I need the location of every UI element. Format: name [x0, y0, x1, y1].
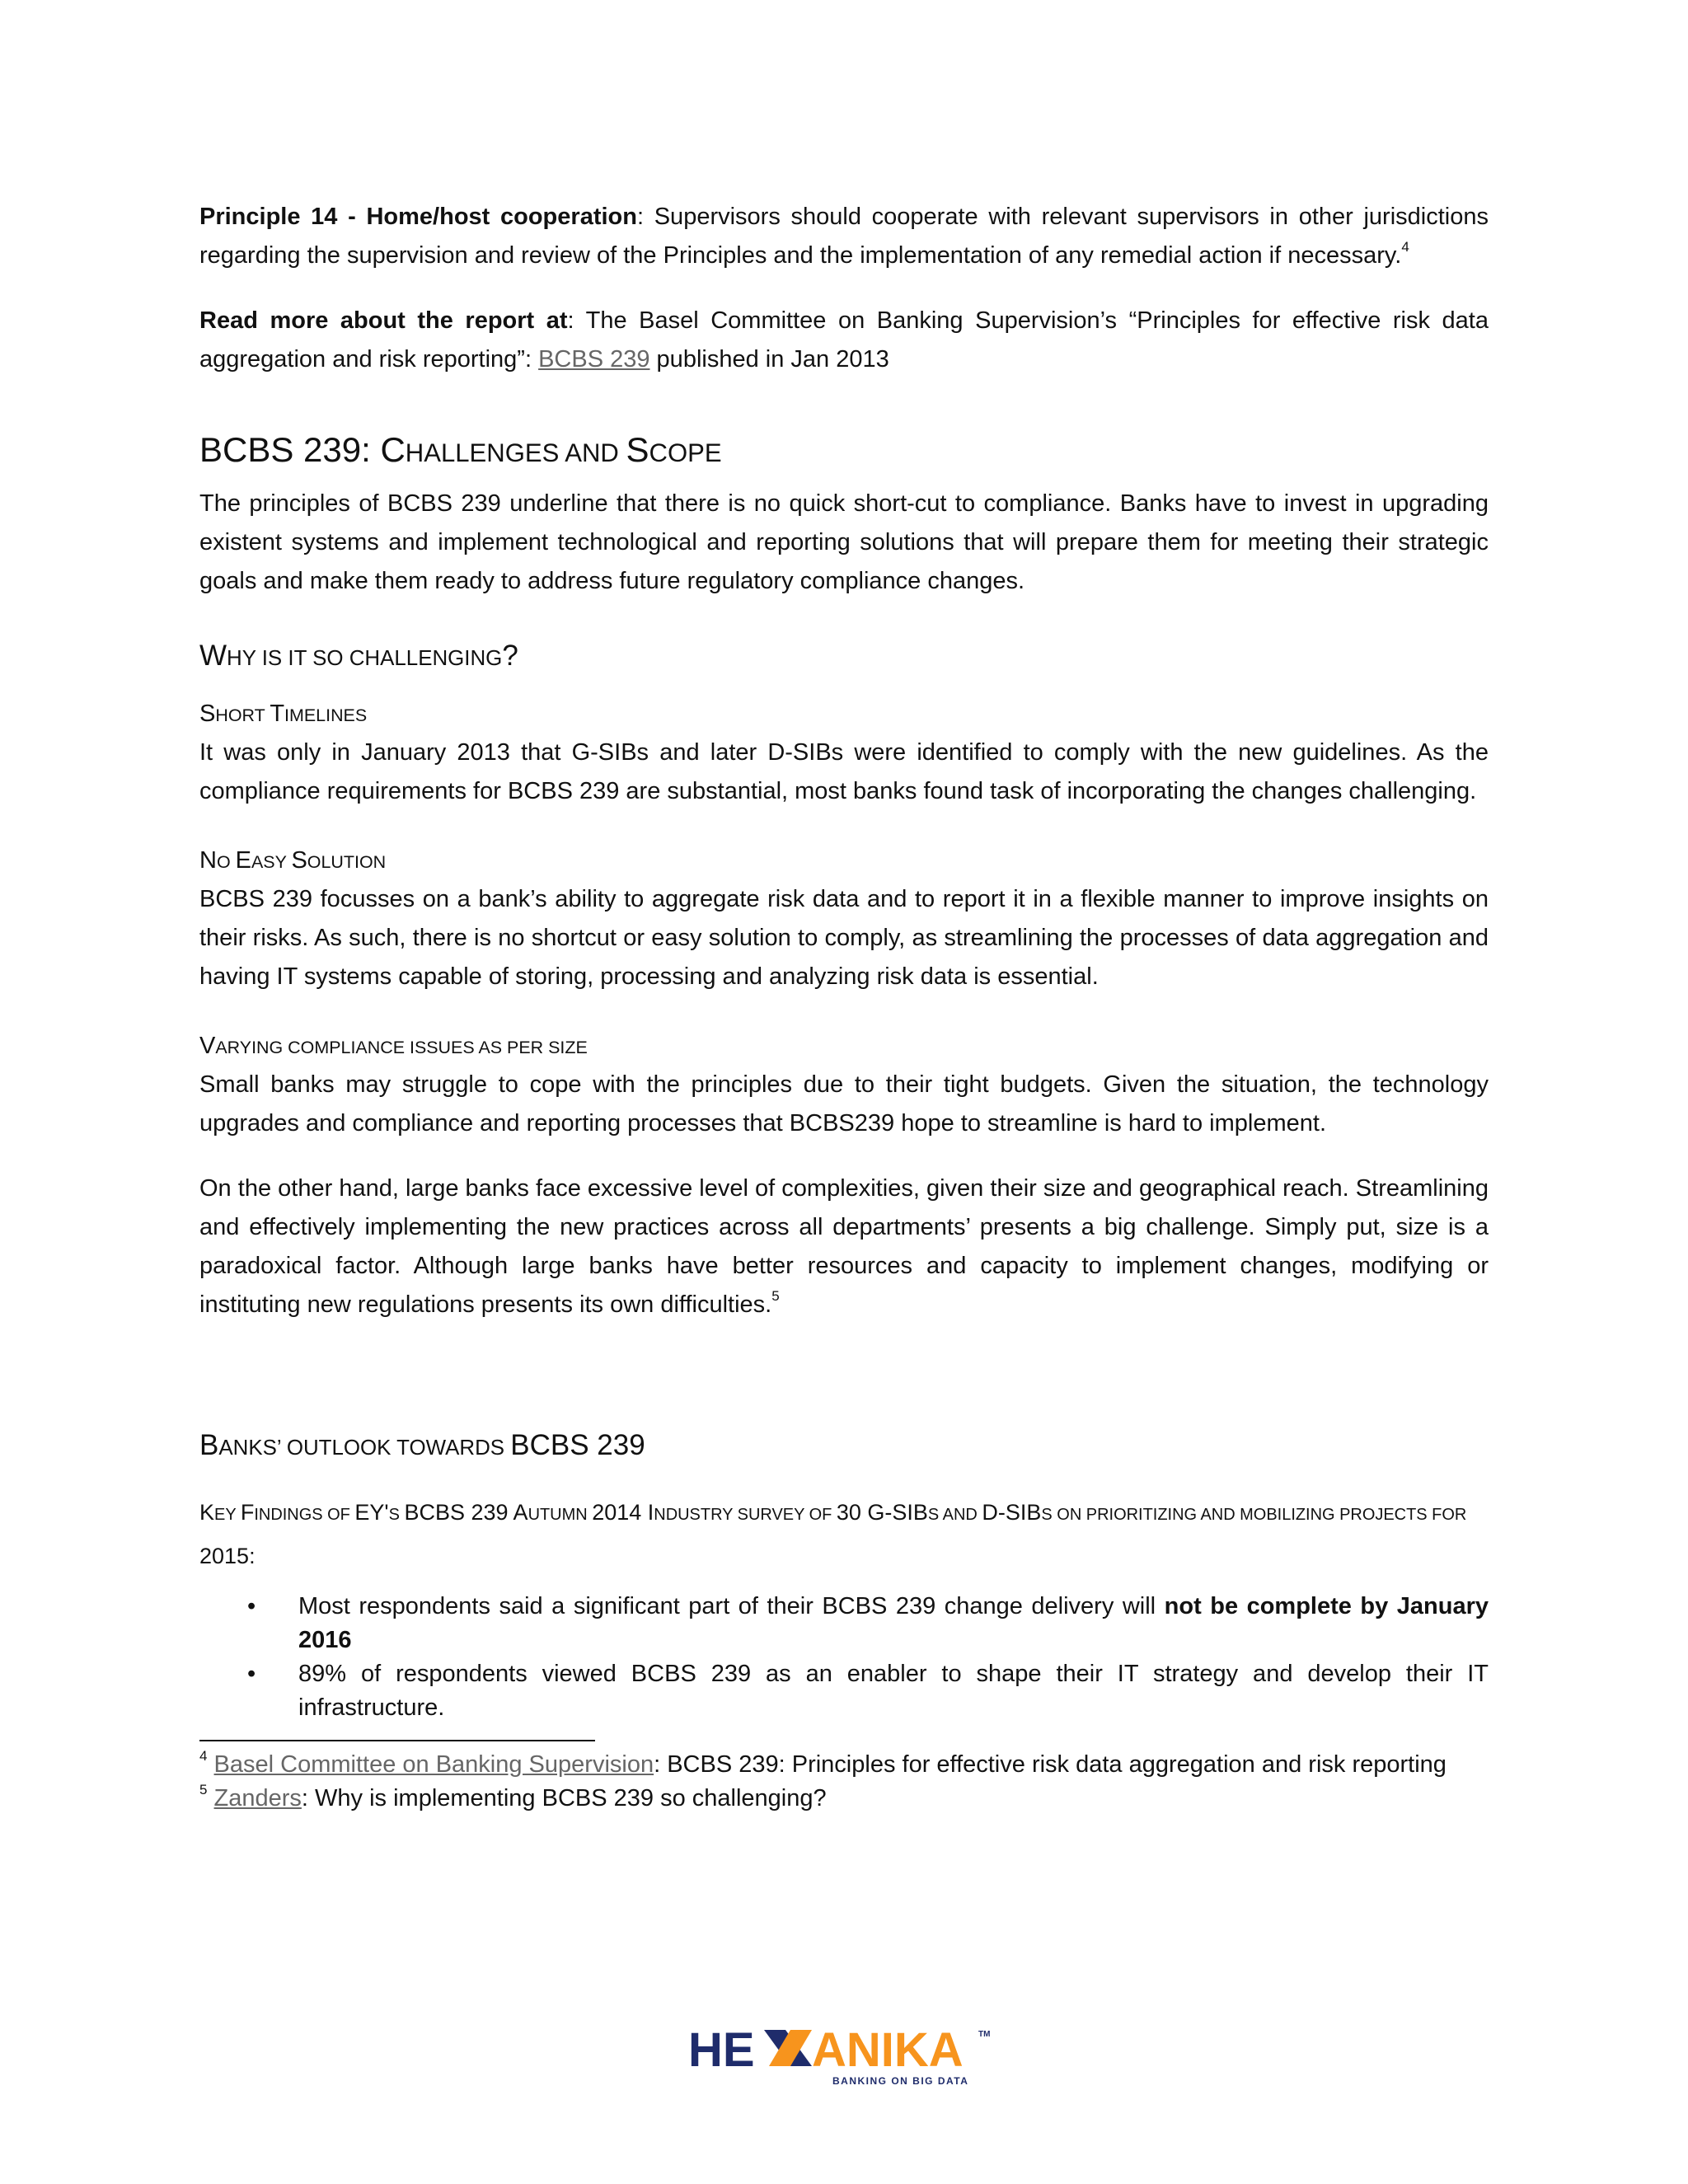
heading-part: HALLENGES AND: [405, 438, 626, 467]
heading-part: BCBS 239: C: [199, 430, 406, 469]
footnote-text: : Why is implementing BCBS 239 so challenging?: [301, 1785, 827, 1811]
read-more-tail: published in Jan 2013: [649, 346, 889, 373]
principle-14-label: Principle 14 - Home/host cooperation: [199, 204, 637, 230]
heading-banks-outlook: [199, 1425, 1489, 1469]
separator: :: [567, 307, 586, 334]
heading-short-timelines: [199, 696, 1489, 733]
heading-part: ARYING COMPLIANCE ISSUES AS PER SIZE: [215, 1038, 588, 1057]
zanders-link[interactable]: Zanders: [213, 1785, 302, 1811]
footnote-ref-5[interactable]: 5: [771, 1288, 780, 1304]
challenges-paragraph: The principles of BCBS 239 underline that there is no quick short-cut to compliance. Banks have to invest in upgrading existent systems and implement technological and reporting solutions that will prepare them for meeting their strategic goals and make them ready to address future regulatory compliance changes.: [199, 490, 1489, 594]
heading-part: B: [199, 1429, 219, 1461]
heading-challenges-scope: [199, 427, 1489, 476]
heading-part: W: [199, 640, 227, 672]
heading-part: ?: [502, 640, 518, 672]
bullet-icon: •: [247, 1661, 256, 1687]
basel-committee-link[interactable]: Basel Committee on Banking Supervision: [213, 1751, 654, 1778]
heading-part: COPE: [649, 438, 722, 467]
principle-14-text: Supervisors should cooperate with relevant supervisors in other jurisdictions regarding the supervision and review of the Principles and the implementation of any remedial action if necessary.: [199, 204, 1489, 269]
page-content: [199, 198, 1489, 1816]
logo-x-icon: [764, 2030, 812, 2066]
heading-part: N: [199, 847, 217, 874]
heading-part: S: [199, 701, 216, 727]
heading-part: IMELINES: [284, 705, 368, 725]
heading-part: T: [270, 701, 285, 727]
list-item: [199, 1657, 1489, 1725]
heading-part: NDUSTRY SURVEY OF: [654, 1506, 837, 1524]
heading-part: D-SIB: [982, 1500, 1042, 1525]
hexanika-logo: [688, 2023, 1001, 2089]
read-more-text: The Basel Committee on Banking Supervision’s “Principles for effective risk data aggregation and risk reporting”:: [199, 307, 1489, 373]
heading-part: INDINGS OF: [254, 1506, 355, 1524]
heading-part: O: [216, 852, 236, 872]
no-easy-solution-paragraph: BCBS 239 focusses on a bank’s ability to aggregate risk data and to report it in a flexible manner to improve insights on their risks. As such, there is no shortcut or easy solution to comply, as streamlining the processes of data aggregation and having IT systems capable of storing, processing and analyzing risk data is essential.: [199, 886, 1489, 990]
heading-part: S ON PRIORITIZING AND MOBILIZING PROJECTS FOR: [1041, 1506, 1467, 1524]
heading-part: 2014 I: [592, 1500, 654, 1525]
read-more-label: Read more about the report at: [199, 307, 568, 334]
heading-part: UTUMN: [528, 1506, 593, 1524]
heading-part: BCBS 239: [510, 1429, 645, 1461]
heading-key-findings: [199, 1492, 1489, 1577]
large-banks-text: On the other hand, large banks face excessive level of complexities, given their size and geographical reach. Streamlining and effectively implementing the new practices across all departments’ presents a big challenge. Simply put, size is a paradoxical factor. Although large banks have better resources and capacity to implement changes, modifying or instituting new regulations presents its own difficulties.: [199, 1175, 1489, 1318]
heading-part: K: [199, 1500, 215, 1525]
heading-part: S: [626, 430, 649, 469]
bcbs-239-link[interactable]: BCBS 239: [538, 346, 650, 373]
heading-part: S: [291, 847, 307, 874]
heading-part: BCBS 239 A: [404, 1500, 528, 1525]
heading-part: E: [235, 847, 251, 874]
large-banks-paragraph: [199, 1169, 1489, 1324]
footnote-number: 5: [199, 1782, 208, 1797]
heading-part: 2015:: [199, 1544, 256, 1568]
read-more-paragraph: [199, 302, 1489, 379]
logo-text-he: HE: [688, 2023, 755, 2077]
principle-14-paragraph: [199, 198, 1489, 275]
heading-part: S: [388, 1506, 405, 1524]
footnote-ref-4[interactable]: 4: [1401, 239, 1409, 255]
heading-part: HY IS IT SO CHALLENGING: [227, 647, 503, 670]
separator: :: [636, 204, 654, 230]
heading-part: OLUTION: [307, 852, 387, 872]
footnote-divider: [199, 1740, 595, 1741]
heading-why-challenging: [199, 635, 1489, 679]
footnote-number: 4: [199, 1748, 208, 1764]
heading-part: ASY: [251, 852, 292, 872]
heading-part: F: [240, 1500, 255, 1525]
footnote-5: [199, 1782, 1489, 1816]
list-item-text: Most respondents said a significant part of their BCBS 239 change delivery will: [298, 1593, 1165, 1619]
varying-compliance-paragraph: Small banks may struggle to cope with the principles due to their tight budgets. Given the situation, the technology upgrades and compliance and reporting processes that BCBS239 hope to streamline is hard to implement.: [199, 1071, 1489, 1137]
list-item-bold: not be complete by January 2016: [298, 1593, 1489, 1653]
heading-part: EY': [354, 1500, 389, 1525]
heading-part: EY: [214, 1506, 241, 1524]
key-findings-list: [199, 1590, 1489, 1725]
heading-part: HORT: [215, 705, 270, 725]
footnote-text: : BCBS 239: Principles for effective risk data aggregation and risk reporting: [654, 1751, 1447, 1778]
footnote-4: [199, 1748, 1489, 1782]
logo-trademark: TM: [978, 2030, 991, 2039]
heading-part: ANKS’ OUTLOOK TOWARDS: [218, 1436, 511, 1460]
heading-part: 30 G-SIB: [836, 1500, 928, 1525]
heading-part: S AND: [927, 1506, 982, 1524]
logo-tagline: BANKING ON BIG DATA: [832, 2075, 969, 2087]
heading-part: V: [199, 1033, 216, 1059]
logo-text-anika: ANIKA: [812, 2023, 964, 2077]
bullet-icon: •: [247, 1593, 256, 1619]
list-item-text: 89% of respondents viewed BCBS 239 as an enabler to shape their IT strategy and develop their IT infrastructure.: [298, 1661, 1489, 1721]
heading-varying-compliance: [199, 1028, 1489, 1066]
list-item: [199, 1590, 1489, 1657]
heading-no-easy-solution: [199, 842, 1489, 880]
short-timelines-paragraph: It was only in January 2013 that G-SIBs and later D-SIBs were identified to comply with the new guidelines. As the compliance requirements for BCBS 239 are substantial, most banks found task of incorporating the changes challenging.: [199, 739, 1489, 804]
